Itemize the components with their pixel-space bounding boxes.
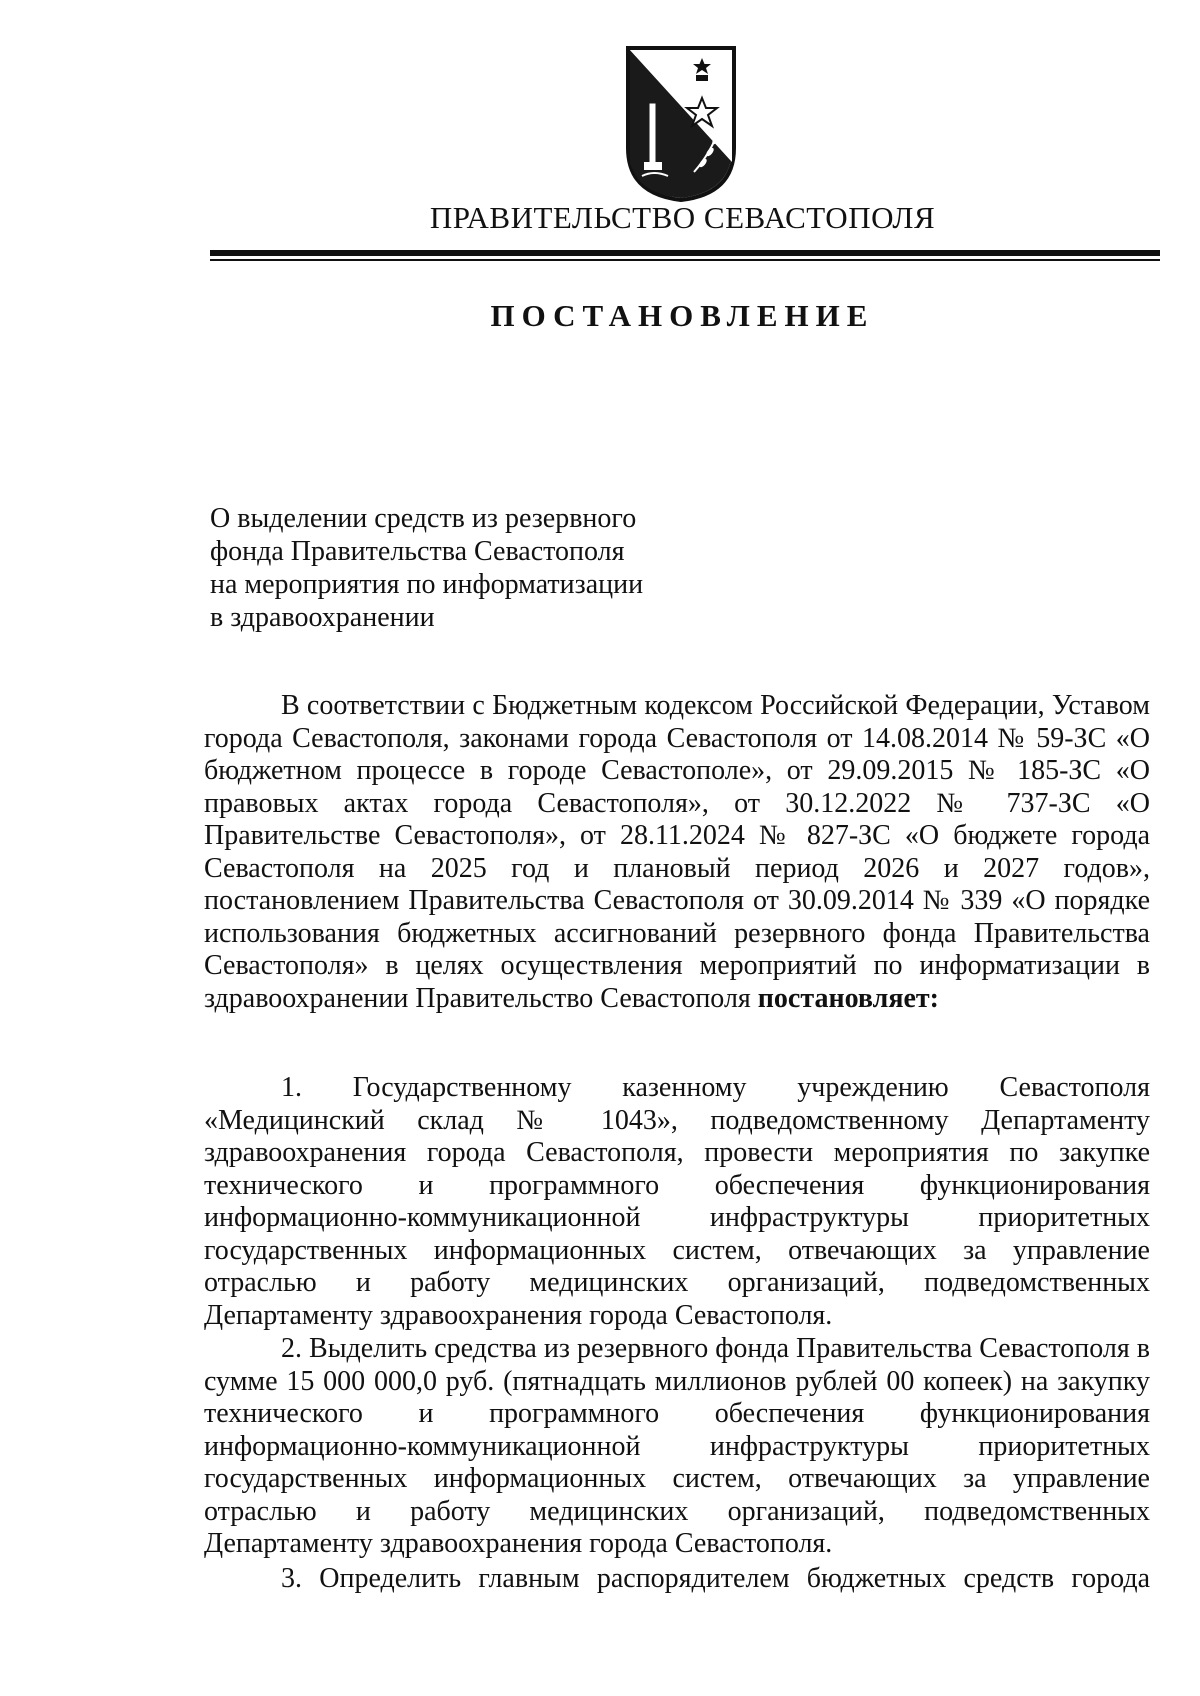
decree-word: постановляет:: [757, 982, 940, 1014]
sevastopol-coat-of-arms-icon: [624, 44, 738, 202]
subject-line: в здравоохранении: [210, 602, 435, 633]
item-2-paragraph: 2. Выделить средства из резервного фонда Правительства Севастополя в сумме 15 000 000,0 руб. (пятнадцать миллионов рублей 00 копеек) на закупку технического и программного обеспечения функционирования информационно-коммуникационной инфраструктуры приоритетных государственных информационных систем, отвечающих за управление отраслью и работу медицинских организаций, подведомственных Департаменту здравоохранения города Севастополя.: [204, 1333, 1150, 1559]
header-rule-thin: [210, 259, 1160, 261]
subject-line: О выделении средств из резервного: [210, 503, 637, 534]
subject-line: на мероприятия по информатизации: [210, 569, 644, 600]
subject-line: фонда Правительства Севастополя: [210, 536, 625, 567]
item-3-paragraph: 3. Определить главным распорядителем бюджетных средств города: [281, 1563, 1150, 1594]
preamble-text: В соответствии с Бюджетным кодексом Российской Федерации, Уставом города Севастополя, законами города Севастополя от 14.08.2014 № 59-ЗС «О бюджетном процессе в городе Севастополе», от 29.09.2015 № 185-ЗС «О правовых актах города Севастополя», от 30.12.2022 № 737-ЗС «О Правительстве Севастополя», от 28.11.2024 № 827-ЗС «О бюджете города Севастополя на 2025 год и плановый период 2026 и 2027 годов», постановлением Правительства Севастополя от 30.09.2014 № 339 «О порядке использования бюджетных ассигнований резервного фонда Правительства Севастополя» в целях осуществления мероприятий по информатизации в здравоохранении Правительство Севастополя: [204, 690, 1150, 1014]
organization-name: ПРАВИТЕЛЬСТВО СЕВАСТОПОЛЯ: [429, 200, 936, 235]
header-rule-thick: [210, 250, 1160, 256]
preamble-paragraph: [204, 690, 1150, 1015]
document-subject: [210, 502, 643, 634]
item-1-paragraph: 1. Государственному казенному учреждению Севастополя «Медицинский склад № 1043», подведомственному Департаменту здравоохранения города Севастополя, провести мероприятия по закупке технического и программного обеспечения функционирования информационно-коммуникационной инфраструктуры приоритетных государственных информационных систем, отвечающих за управление отраслью и работу медицинских организаций, подведомственных Департаменту здравоохранения города Севастополя.: [204, 1072, 1150, 1331]
document-type-title: ПОСТАНОВЛЕНИЕ: [490, 298, 875, 333]
